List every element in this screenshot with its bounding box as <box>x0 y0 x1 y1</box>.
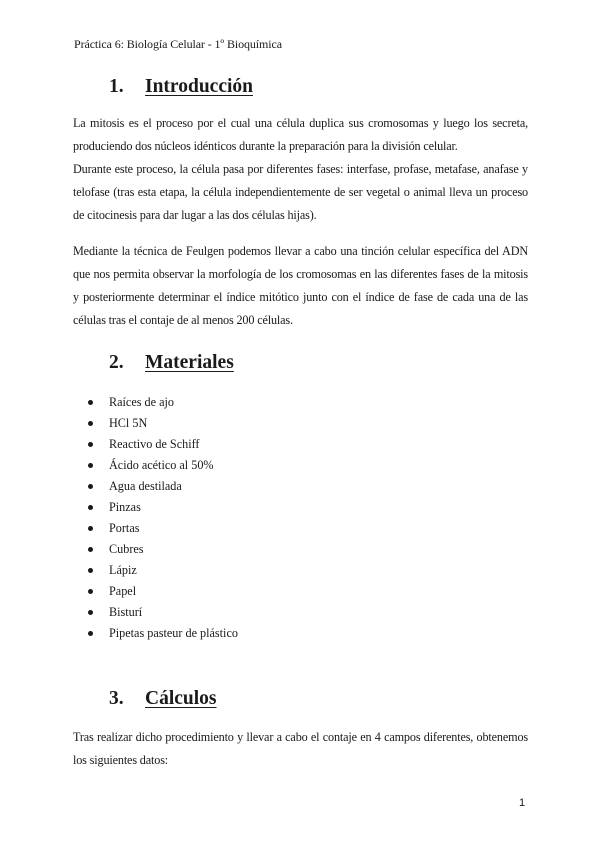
calculos-paragraph: Tras realizar dicho procedimiento y llevar a cabo el contaje en 4 campos diferentes, obtenemos los siguientes datos: <box>73 730 528 767</box>
section-number: 1. <box>109 76 124 97</box>
bullet-icon <box>88 484 93 489</box>
list-item-text: Bisturí <box>109 605 143 619</box>
bullet-icon <box>88 568 93 573</box>
list-item <box>85 518 238 539</box>
bullet-icon <box>88 526 93 531</box>
bullet-icon <box>88 463 93 468</box>
list-item-text: Agua destilada <box>109 479 182 493</box>
intro-paragraph-3: Mediante la técnica de Feulgen podemos llevar a cabo una tinción celular específica del ADN que nos permita observar la morfología de los cromosomas en las diferentes fases de la mitosis y posteriormente determinar el índice mitótico junto con el índice de fase de cada una de las células tras el contaje de al menos 200 células. <box>73 244 528 327</box>
list-item-text: Pinzas <box>109 500 141 514</box>
section-title: Materiales <box>145 352 234 373</box>
list-item-text: Reactivo de Schiff <box>109 437 200 451</box>
list-item <box>85 413 238 434</box>
intro-paragraph-2: Durante este proceso, la célula pasa por diferentes fases: interfase, profase, metafase, anafase y telofase (tras esta etapa, la célula independientemente de ser vegetal o animal lleva un proceso de citocinesis para dar lugar a las dos células hijas). <box>73 162 528 222</box>
list-item <box>85 623 238 644</box>
section-heading-calculos <box>109 688 217 710</box>
list-item <box>85 560 238 581</box>
bullet-icon <box>88 442 93 447</box>
list-item <box>85 434 238 455</box>
section-title: Introducción <box>145 76 253 97</box>
list-item-text: Lápiz <box>109 563 137 577</box>
section-heading-introduccion <box>109 76 253 98</box>
list-item <box>85 602 238 623</box>
section-heading-materiales <box>109 352 234 374</box>
list-item-text: HCl 5N <box>109 416 148 430</box>
section-number: 3. <box>109 688 124 709</box>
running-header: Práctica 6: Biología Celular - 1º Bioquímica <box>74 37 282 51</box>
materials-list <box>85 392 238 644</box>
intro-paragraph-1: La mitosis es el proceso por el cual una célula duplica sus cromosomas y luego los secreta, produciendo dos núcleos idénticos durante la preparación para la división celular. <box>73 116 528 153</box>
bullet-icon <box>88 589 93 594</box>
list-item-text: Ácido acético al 50% <box>109 458 214 472</box>
section-number: 2. <box>109 352 124 373</box>
bullet-icon <box>88 421 93 426</box>
page-number: 1 <box>519 797 526 809</box>
section-title: Cálculos <box>145 688 217 709</box>
bullet-icon <box>88 631 93 636</box>
list-item <box>85 497 238 518</box>
bullet-icon <box>88 610 93 615</box>
list-item <box>85 455 238 476</box>
list-item <box>85 539 238 560</box>
bullet-icon <box>88 547 93 552</box>
list-item-text: Pipetas pasteur de plástico <box>109 626 238 640</box>
list-item <box>85 581 238 602</box>
list-item-text: Papel <box>109 584 137 598</box>
bullet-icon <box>88 505 93 510</box>
list-item-text: Raíces de ajo <box>109 395 174 409</box>
list-item-text: Cubres <box>109 542 144 556</box>
list-item-text: Portas <box>109 521 140 535</box>
list-item <box>85 476 238 497</box>
list-item <box>85 392 238 413</box>
bullet-icon <box>88 400 93 405</box>
